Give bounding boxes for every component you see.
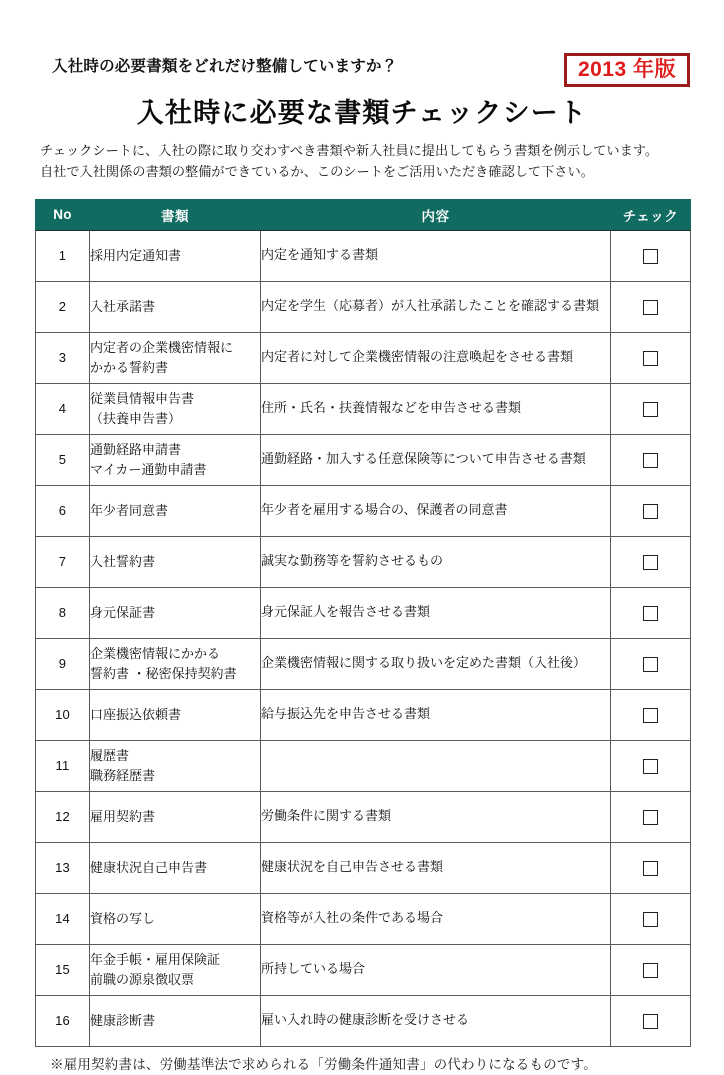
- row-check-cell[interactable]: [611, 842, 691, 893]
- row-document-name: [90, 791, 261, 842]
- table-row: [36, 893, 691, 944]
- checkbox-icon[interactable]: [643, 912, 658, 927]
- checkbox-icon[interactable]: [643, 351, 658, 366]
- lead-paragraph: [0, 140, 724, 183]
- row-check-cell[interactable]: [611, 332, 691, 383]
- document-name-line-1: 内定者の企業機密情報に: [90, 340, 234, 356]
- page-title: 入社時に必要な書類チェックシート: [136, 97, 588, 128]
- row-number: 4: [36, 383, 90, 434]
- checkbox-icon[interactable]: [643, 1014, 658, 1029]
- row-check-cell[interactable]: [611, 230, 691, 281]
- table-row: [36, 689, 691, 740]
- table-body: [36, 230, 691, 1046]
- row-content-description: 内定者に対して企業機密情報の注意喚起をさせる書類: [261, 332, 611, 383]
- table-row: [36, 230, 691, 281]
- row-document-name: [90, 638, 261, 689]
- row-content-description: 所持している場合: [261, 944, 611, 995]
- checkbox-icon[interactable]: [643, 504, 658, 519]
- row-content-description: 健康状況を自己申告させる書類: [261, 842, 611, 893]
- row-check-cell[interactable]: [611, 281, 691, 332]
- table-row: [36, 791, 691, 842]
- table-row: [36, 434, 691, 485]
- document-name-line-2: マイカー通勤申請書: [90, 461, 207, 477]
- row-check-cell[interactable]: [611, 791, 691, 842]
- row-check-cell[interactable]: [611, 587, 691, 638]
- row-number: 9: [36, 638, 90, 689]
- row-content-description: 身元保証人を報告させる書類: [261, 587, 611, 638]
- row-content-description: 給与振込先を申告させる書類: [261, 689, 611, 740]
- checkbox-icon[interactable]: [643, 861, 658, 876]
- lead-line-1: チェックシートに、入社の際に取り交わすべき書類や新入社員に提出してもらう書類を例示しています。: [40, 143, 659, 158]
- row-number: 3: [36, 332, 90, 383]
- row-content-description: [261, 740, 611, 791]
- row-number: 7: [36, 536, 90, 587]
- row-content-description: 資格等が入社の条件である場合: [261, 893, 611, 944]
- document-name-line-1: 年少者同意書: [90, 503, 169, 518]
- document-name-line-1: 通勤経路申請書: [90, 442, 182, 458]
- table-row: [36, 383, 691, 434]
- row-document-name: [90, 434, 261, 485]
- checkbox-icon[interactable]: [643, 453, 658, 468]
- document-name-line-2: かかる誓約書: [90, 359, 169, 375]
- document-name-line-1: 雇用契約書: [90, 809, 156, 824]
- row-document-name: [90, 944, 261, 995]
- table-row: [36, 587, 691, 638]
- document-name-line-2: 誓約書 ・秘密保持契約書: [90, 665, 237, 681]
- table-row: [36, 485, 691, 536]
- row-content-description: 誠実な勤務等を誓約させるもの: [261, 536, 611, 587]
- column-header-no: No: [36, 199, 90, 230]
- row-document-name: [90, 383, 261, 434]
- row-number: 10: [36, 689, 90, 740]
- row-check-cell[interactable]: [611, 689, 691, 740]
- row-document-name: [90, 893, 261, 944]
- table-row: [36, 638, 691, 689]
- document-name-line-1: 年金手帳・雇用保険証: [90, 952, 221, 968]
- column-header-check: チェック: [611, 199, 691, 230]
- table-row: [36, 842, 691, 893]
- row-check-cell[interactable]: [611, 383, 691, 434]
- document-name-line-1: 健康状況自己申告書: [90, 860, 208, 875]
- checkbox-icon[interactable]: [643, 963, 658, 978]
- checksheet-table: [35, 199, 691, 1047]
- row-number: 14: [36, 893, 90, 944]
- row-content-description: 年少者を雇用する場合の、保護者の同意書: [261, 485, 611, 536]
- row-content-description: 通勤経路・加入する任意保険等について申告させる書類: [261, 434, 611, 485]
- document-name-line-1: 身元保証書: [90, 605, 156, 620]
- year-edition-label: 2013 年版: [577, 58, 676, 81]
- checkbox-icon[interactable]: [643, 402, 658, 417]
- row-number: 16: [36, 995, 90, 1046]
- row-document-name: [90, 485, 261, 536]
- row-check-cell[interactable]: [611, 485, 691, 536]
- row-number: 5: [36, 434, 90, 485]
- year-edition-badge: [564, 53, 690, 87]
- row-document-name: [90, 587, 261, 638]
- row-content-description: 雇い入れ時の健康診断を受けさせる: [261, 995, 611, 1046]
- row-number: 1: [36, 230, 90, 281]
- document-name-line-1: 従業員情報申告書: [90, 391, 195, 407]
- document-name-line-1: 入社誓約書: [90, 554, 156, 569]
- column-header-document: 書類: [90, 199, 261, 230]
- table-row: [36, 281, 691, 332]
- kicker-question: 入社時の必要書類をどれだけ整備していますか？: [52, 58, 398, 75]
- row-check-cell[interactable]: [611, 893, 691, 944]
- document-name-line-2: （扶養申告書）: [90, 410, 182, 426]
- table-row: [36, 944, 691, 995]
- row-document-name: [90, 281, 261, 332]
- row-check-cell[interactable]: [611, 536, 691, 587]
- row-content-description: 労働条件に関する書類: [261, 791, 611, 842]
- table-header: [36, 199, 691, 230]
- lead-line-2: 自社で入社関係の書類の整備ができているか、このシートをご活用いただき確認して下さい。: [40, 164, 594, 180]
- row-document-name: [90, 689, 261, 740]
- document-name-line-1: 採用内定通知書: [90, 248, 182, 263]
- row-document-name: [90, 332, 261, 383]
- row-number: 12: [36, 791, 90, 842]
- row-check-cell[interactable]: [611, 995, 691, 1046]
- document-name-line-2: 職務経歴書: [90, 767, 156, 783]
- table-row: [36, 995, 691, 1046]
- row-content-description: 内定を学生（応募者）が入社承諾したことを確認する書類: [261, 281, 611, 332]
- row-document-name: [90, 740, 261, 791]
- document-header: [0, 0, 724, 128]
- row-document-name: [90, 842, 261, 893]
- document-name-line-1: 履歴書: [90, 748, 130, 764]
- checkbox-icon[interactable]: [643, 708, 658, 723]
- table-header-row: [36, 199, 691, 230]
- row-number: 15: [36, 944, 90, 995]
- document-name-line-1: 資格の写し: [90, 911, 156, 926]
- row-number: 11: [36, 740, 90, 791]
- table-row: [36, 536, 691, 587]
- checksheet-table-wrapper: [35, 199, 690, 1047]
- footnote-text: ※雇用契約書は、労働基準法で求められる「労働条件通知書」の代わりになるものです。: [50, 1056, 597, 1072]
- checkbox-icon[interactable]: [643, 555, 658, 570]
- row-number: 8: [36, 587, 90, 638]
- document-name-line-1: 入社承諾書: [90, 299, 156, 314]
- row-document-name: [90, 536, 261, 587]
- row-number: 13: [36, 842, 90, 893]
- row-document-name: [90, 995, 261, 1046]
- row-content-description: 内定を通知する書類: [261, 230, 611, 281]
- document-name-line-1: 健康診断書: [90, 1013, 156, 1028]
- checkbox-icon[interactable]: [643, 606, 658, 621]
- document-name-line-2: 前職の源泉徴収票: [90, 971, 195, 987]
- row-check-cell[interactable]: [611, 944, 691, 995]
- row-number: 2: [36, 281, 90, 332]
- checkbox-icon[interactable]: [643, 810, 658, 825]
- row-check-cell[interactable]: [611, 434, 691, 485]
- row-document-name: [90, 230, 261, 281]
- column-header-content: 内容: [261, 199, 611, 230]
- checkbox-icon[interactable]: [643, 759, 658, 774]
- row-content-description: 住所・氏名・扶養情報などを申告させる書類: [261, 383, 611, 434]
- row-check-cell[interactable]: [611, 740, 691, 791]
- row-number: 6: [36, 485, 90, 536]
- row-check-cell[interactable]: [611, 638, 691, 689]
- checkbox-icon[interactable]: [643, 300, 658, 315]
- checkbox-icon[interactable]: [643, 249, 658, 264]
- document-name-line-1: 企業機密情報にかかる: [90, 646, 221, 662]
- table-row: [36, 740, 691, 791]
- table-row: [36, 332, 691, 383]
- checkbox-icon[interactable]: [643, 657, 658, 672]
- document-name-line-1: 口座振込依頼書: [90, 707, 182, 722]
- row-content-description: 企業機密情報に関する取り扱いを定めた書類（入社後）: [261, 638, 611, 689]
